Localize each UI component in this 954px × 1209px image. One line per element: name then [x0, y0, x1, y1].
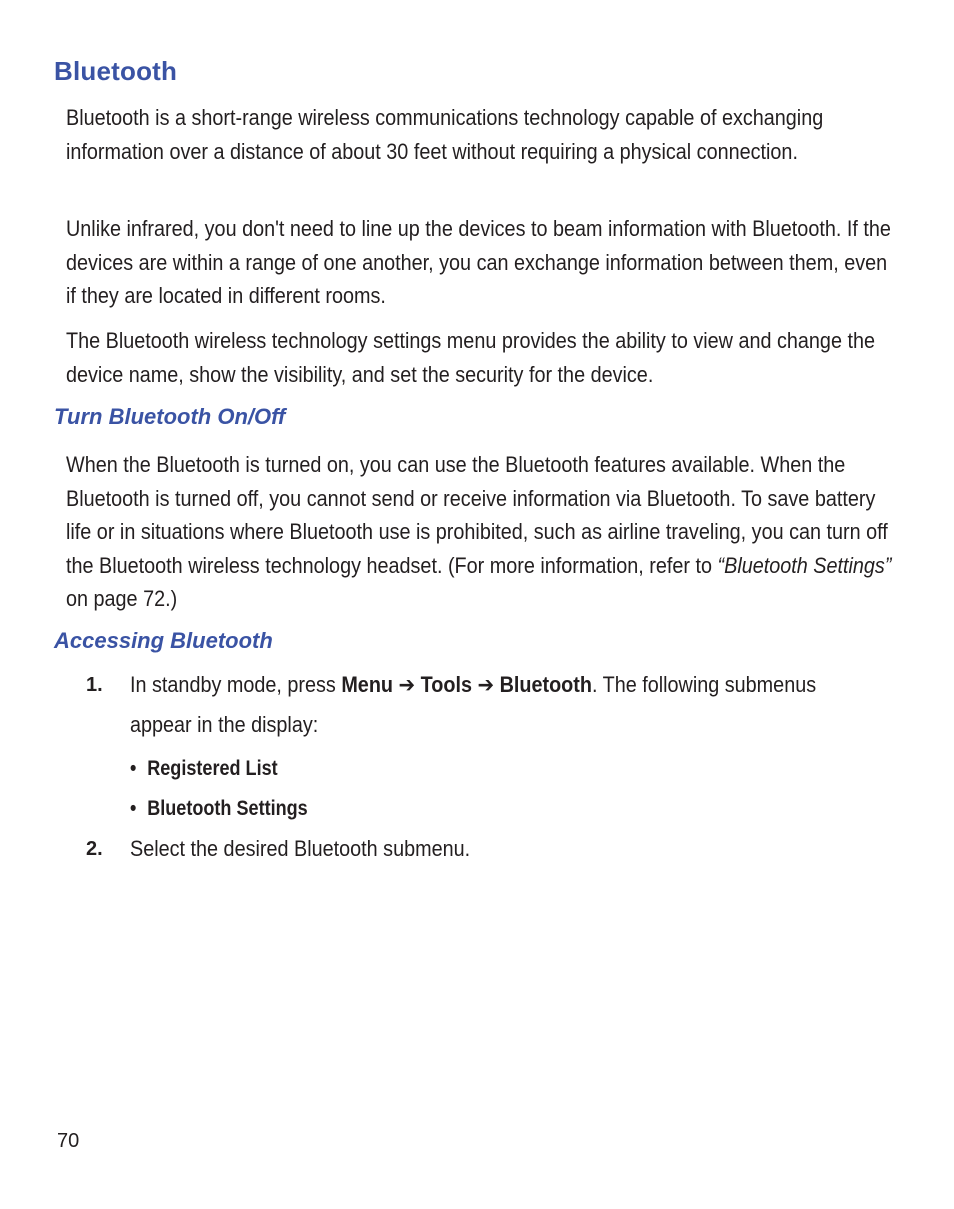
arrow-icon: ➔: [471, 672, 500, 697]
bluetooth-label: Bluetooth: [499, 672, 592, 697]
step-2-text: Select the desired Bluetooth submenu.: [130, 836, 471, 861]
section1-text-before: When the Bluetooth is turned on, you can use the Bluetooth features available. When the Bluetooth is turned off, you cannot send or receive information via Bluetooth. To save battery life or in situations where Bluetooth use is prohibited, such as airline traveling, you can turn off the Bluetooth wireless technology headset. (For more information, refer to: [66, 452, 888, 578]
intro-paragraph-3: The Bluetooth wireless technology settings menu provides the ability to view and change the device name, show the visibility, and set the security for the device.: [66, 328, 875, 387]
bullet-icon: •: [130, 757, 137, 780]
step-2-number: 2.: [86, 838, 103, 860]
page-number: 70: [57, 1130, 80, 1152]
intro-paragraph-2: Unlike infrared, you don't need to line up the devices to beam information with Bluetooth. If the devices are within a range of one another, you can exchange information between them, even if they are located in different rooms.: [66, 216, 891, 308]
page-title: Bluetooth: [54, 56, 178, 86]
section1-paragraph: [66, 448, 896, 616]
bluetooth-settings-reference: “Bluetooth Settings”: [717, 552, 892, 578]
bullet-bluetooth-settings: • Bluetooth Settings: [130, 797, 308, 820]
arrow-icon: ➔: [393, 672, 421, 697]
section1-text-after: on page 72.): [66, 586, 178, 611]
step-1-number: 1.: [86, 674, 103, 696]
bullet-icon: •: [130, 797, 137, 820]
tools-label: Tools: [420, 672, 472, 697]
section-heading-accessing: Accessing Bluetooth: [54, 628, 273, 653]
bullet-registered-list: • Registered List: [130, 757, 278, 780]
section-heading-turn-on-off: Turn Bluetooth On/Off: [54, 404, 286, 429]
menu-label: Menu: [341, 672, 394, 697]
step-1-text: In standby mode, press Menu ➔ Tools ➔ Bluetooth. The following submenus appear in the display:: [130, 672, 817, 737]
intro-paragraph-1: Bluetooth is a short-range wireless communications technology capable of exchanging information over a distance of about 30 feet without requiring a physical connection.: [66, 105, 824, 164]
